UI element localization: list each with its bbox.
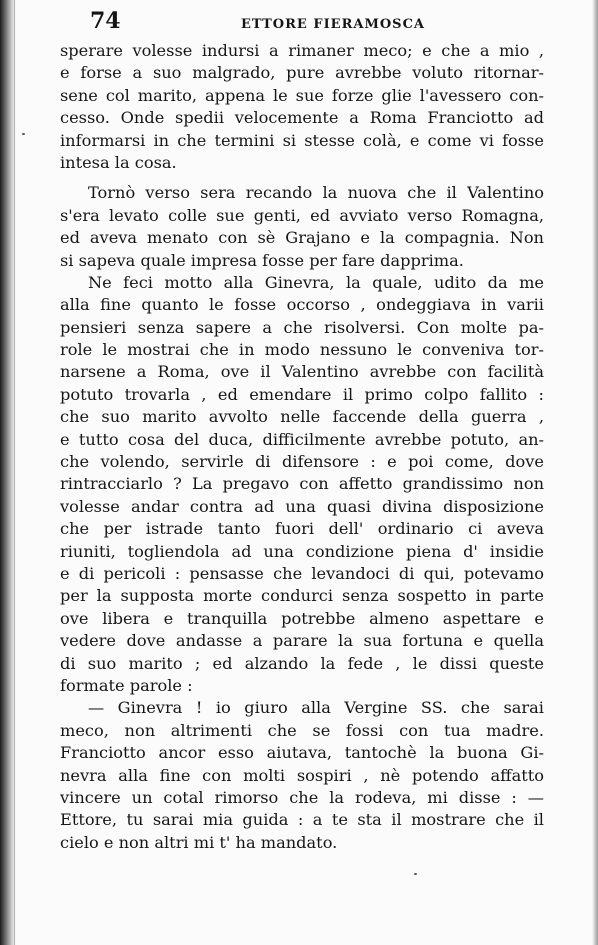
text-line: intesa la cosa. [60, 152, 177, 172]
text-line: sene col marito, appena le sue forze glie l'avessero con- [60, 85, 544, 105]
text-line: Ettore, tu sarai mia guida : a te sta il mostrare che il [60, 810, 544, 830]
text-line: che per istrade tanto fuori dell' ordinario ci aveva [60, 519, 544, 539]
text-line: — Ginevra ! io giuro alla Vergine SS. che sarai [88, 698, 544, 718]
text-line: che volendo, servirle di difensore : e poi come, dove [60, 452, 544, 472]
text-line: cielo e non altri mi t' ha mandato. [60, 832, 338, 852]
page-text [60, 40, 544, 854]
text-line: potuto trovarla , ed emendare il primo colpo fallito : [60, 384, 544, 404]
text-line: pensieri senza sapere a che risolversi. Con molte pa- [60, 317, 544, 337]
text-line: sperare volesse indursi a rimaner meco; e che a mio , [60, 41, 544, 60]
text-line: vedere dove andasse a parare la sua fortuna e quella [60, 631, 544, 651]
text-line: nevra alla fine con molti sospiri , nè potendo affatto [60, 765, 544, 785]
text-line: Franciotto ancor esso aiutava, tantochè la buona Gi- [60, 743, 544, 763]
text-line: formate parole : [60, 675, 193, 695]
page-edge-shadow [592, 0, 598, 945]
text-line: meco, non altrimenti che se fossi con tua madre. [60, 720, 544, 740]
paragraph [60, 697, 544, 854]
text-line: volesse andar contra ad una quasi divina disposizione [60, 496, 544, 516]
running-title: ETTORE FIERAMOSCA [241, 17, 426, 32]
text-line: Tornò verso sera recando la nuova che il Valentino [88, 183, 544, 203]
page-header [86, 8, 558, 38]
page-binding-shadow [0, 0, 16, 945]
text-line: e tutto cosa del duca, difficilmente avrebbe potuto, an- [60, 429, 544, 449]
text-line: cesso. Onde spedii velocemente a Roma Franciotto ad [60, 108, 544, 128]
paragraph [60, 40, 544, 174]
text-line: per la supposta morte condurci senza sospetto in parte [60, 586, 544, 606]
text-line: ed aveva menato con sè Grajano e la compagnia. Non [60, 228, 544, 248]
paragraph-gap [60, 174, 544, 182]
scan-speck [22, 133, 25, 135]
text-line: riuniti, togliendola ad una condizione piena d' insidie [60, 541, 544, 561]
text-line: rintracciarlo ? La pregavo con affetto grandissimo non [60, 474, 544, 494]
page-number: 74 [90, 8, 121, 34]
text-line: role le mostrai che in modo nessuno le conveniva tor- [60, 340, 544, 360]
text-line: si sapeva quale impresa fosse per fare dapprima. [60, 250, 464, 270]
text-line: e forse a suo malgrado, pure avrebbe voluto ritornar- [60, 63, 544, 83]
text-line: narsene a Roma, ove il Valentino avrebbe con facilità [60, 362, 544, 382]
text-line: informarsi in che termini si stesse colà, e come vi fosse [60, 130, 544, 150]
text-line: Ne feci motto alla Ginevra, la quale, udito da me [88, 272, 544, 292]
text-line: alla fine quanto le fosse occorso , ondeggiava in varii [60, 295, 544, 315]
text-line: vincere un cotal rimorso che la rodeva, mi disse : — [60, 787, 544, 807]
paragraph [60, 272, 544, 697]
text-line: di suo marito ; ed alzando la fede , le dissi queste [60, 653, 544, 673]
scan-speck [414, 873, 417, 875]
text-line: s'era levato colle sue genti, ed avviato verso Romagna, [60, 205, 544, 225]
paragraph [60, 182, 544, 272]
text-line: ove libera e tranquilla potrebbe almeno aspettare e [60, 608, 544, 628]
text-line: e di pericoli : pensasse che levandoci di qui, potevamo [60, 563, 544, 583]
text-line: che suo marito avvolto nelle faccende della guerra , [60, 407, 544, 427]
